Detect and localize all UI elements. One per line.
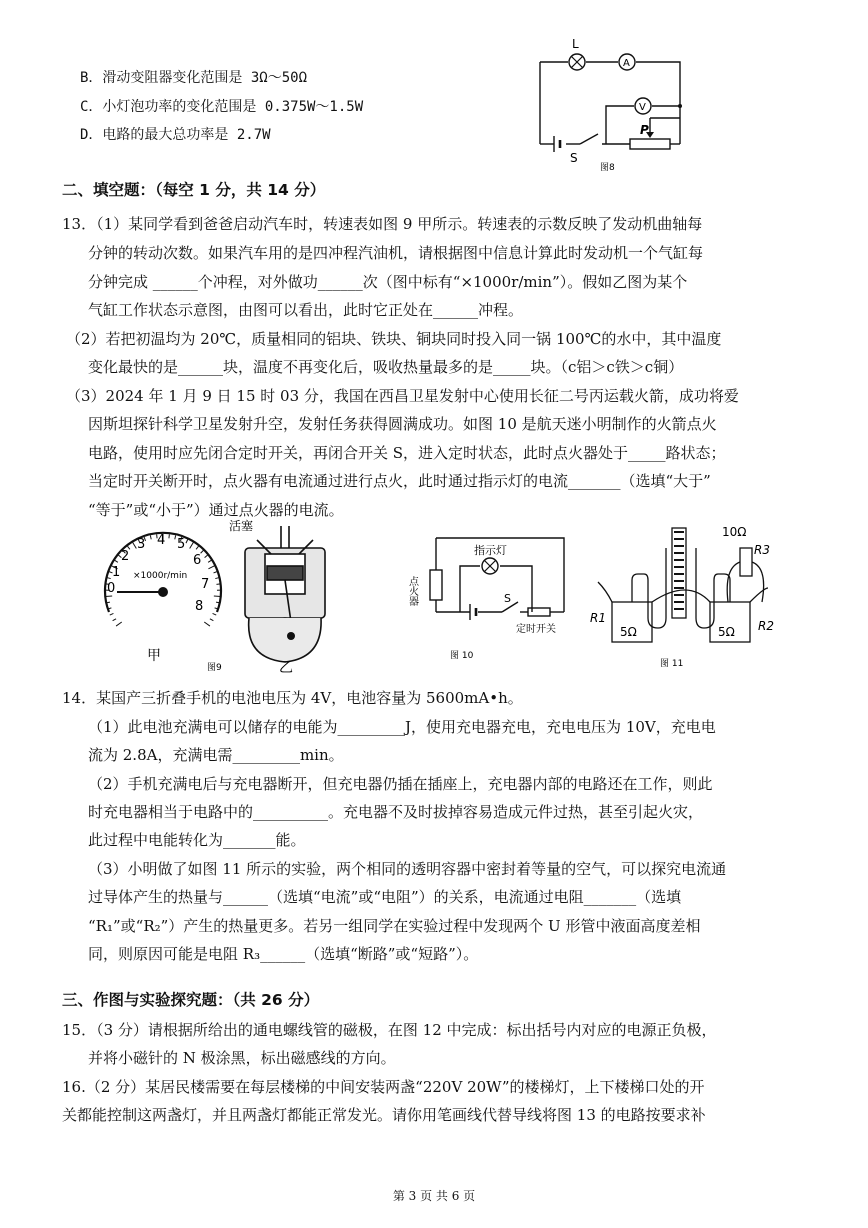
q14-line-9: “R₁”或“R₂”）产生的热量更多。若另一组同学在实验过程中发现两个 U 形管中液面高度差相 [88,917,701,935]
section-3-title: 三、作图与实验探究题：（共 26 分） [62,991,320,1009]
q14-line-1: 14．某国产三折叠手机的电池电压为 4V，电池容量为 5600mA•h。 [62,689,523,707]
gauge-tick [175,535,176,539]
gauge-tick [210,619,213,621]
gauge-tick [208,566,214,569]
tick-label-8: 8 [195,599,204,614]
q14-line-8: 过导体产生的热量与______（选填“电流”或“电阻”）的关系，电流通过电阻_______（选填 [88,888,682,906]
piston-label: 活塞 [229,519,254,533]
gauge-tick [214,596,221,597]
q15-line-2: 并将小磁针的 N 极涂黑，标出磁感线的方向。 [88,1049,396,1067]
fig10-switch-label: S [504,592,511,605]
fig9-label-yi: 乙 [279,660,293,676]
q16-line-1: 16.（2 分）某居民楼需要在每层楼梯的中间安装两盏“220V 20W”的楼梯灯，上下楼梯口处的开 [62,1078,705,1096]
gauge-tick [150,535,151,539]
option-b: B．滑动变阻器变化范围是 3Ω～50Ω [80,70,308,86]
fig8-label-l: L [572,37,579,51]
tick-label-0: 0 [107,581,116,596]
tick-label-1: 1 [112,565,121,580]
gauge-tick [214,571,218,572]
gauge-tick [115,560,118,562]
fig11-r3: R3 [754,543,770,557]
fig11-r-right: 5Ω [718,625,735,639]
fig9-caption: 图9 [207,663,222,673]
figure-11-experiment [588,518,788,678]
fig8-label-s: S [570,151,578,165]
tick-label-5: 5 [177,537,186,552]
resistor-r3 [740,548,752,576]
q14-line-5: 时充电器相当于电路中的__________。充电器不及时拔掉容易造成元件过热，甚至引起火灾， [88,803,704,821]
tick-label-6: 6 [193,553,202,568]
q14-line-6: 此过程中电能转化为_______能。 [88,831,306,849]
q13-line-5: （2）若把初温均为 20℃，质量相同的铝块、铁块、铜块同时投入同一锅 100℃的水中，其中温度 [66,330,722,348]
gauge-tick [113,619,116,621]
fig11-r-top: 10Ω [722,525,747,539]
gauge-tick [133,543,137,549]
page-footer: 第 3 页 共 6 页 [392,1189,476,1203]
q13-line-4: 气缸工作状态示意图，由图可以看出，此时它正处在______冲程。 [88,301,524,319]
q14-line-3: 流为 2.8A，充满电需_________min。 [88,746,344,764]
fig10-caption: 图 10 [450,651,474,661]
fig11-caption: 图 11 [660,659,684,669]
q14-line-4: （2）手机充满电后与充电器断开，但充电器仍插在插座上，充电器内部的电路还在工作，则此 [88,775,713,793]
option-c: C．小灯泡功率的变化范围是 0.375W～1.5W [80,99,364,115]
q13-line-1: 13．（1）某同学看到爸爸启动汽车时，转速表如图 9 甲所示。转速表的示数反映了发动机曲轴每 [62,215,703,233]
figure-9 [95,518,335,678]
figure-10-circuit [406,530,570,670]
fig9-label-jia: 甲 [147,648,161,664]
fig8-label-a: A [623,58,630,69]
tick-label-2: 2 [121,549,130,564]
q13-line-8: 因斯坦探针科学卫星发射升空，发射任务获得圆满成功。如图 10 是航天迷小明制作的火箭点火 [88,415,717,433]
fig8-label-p: P [640,123,649,137]
q15-line-1: 15．（3 分）请根据所给出的通电螺线管的磁极，在图 12 中完成：标出括号内对应的电源正负极， [62,1021,717,1039]
q14-line-2: （1）此电池充满电可以储存的电能为_________J，使用充电器充电，充电电压为 10V，充电电 [88,718,716,736]
q13-line-2: 分钟的转动次数。如果汽车用的是四冲程汽油机，请根据图中信息计算此时发动机一个气缸每 [88,244,704,262]
q14-line-10: 同，则原因可能是电阻 R₃______（选填“断路”或“短路”）。 [88,945,479,963]
q13-line-3: 分钟完成 ______个冲程，对外做功______次（图中标有“×1000r/min”）。假如乙图为某个 [88,273,688,291]
gauge-tick [213,613,217,615]
gauge-tick [190,543,194,549]
timer-switch [528,608,550,616]
q13-line-11: “等于”或“小于”）通过点火器的电流。 [88,501,344,519]
gauge-tick [208,560,211,562]
fig11-r-left: 5Ω [620,625,637,639]
gauge-tick [110,613,114,615]
tick-label-4: 4 [157,533,166,548]
tachometer-unit: ×1000r/min [133,571,188,581]
gauge-tick [105,596,112,597]
gauge-tick [204,622,210,626]
q13-line-6: 变化最快的是______块，温度不再变化后，吸收热量最多的是_____块。（c铝＞c铁＞c铜） [88,358,684,376]
tick-label-3: 3 [137,537,146,552]
fig8-label-v: V [639,102,646,113]
q16-line-2: 关都能控制这两盏灯，并且两盏灯都能正常发光。请你用笔画线代替导线将图 13 的电路按要求补 [62,1106,706,1124]
option-d: D．电路的最大总功率是 2.7W [80,127,271,143]
section-2-title: 二、填空题：（每空 1 分，共 14 分） [62,181,326,199]
gauge-tick [186,540,188,544]
gauge-tick [205,555,208,558]
figure-8-circuit [528,36,688,176]
igniter-resistor [430,570,442,600]
q14-line-7: （3）小明做了如图 11 所示的实验，两个相同的透明容器中密封着等量的空气，可以探究电流通 [88,860,727,878]
fig11-r1: R1 [590,611,606,625]
tick-label-7: 7 [201,577,210,592]
fig10-igniter-label: 点火器 [406,576,418,606]
gauge-tick [116,622,122,626]
q13-line-10: 当定时开关断开时，点火器有电流通过进行点火，此时通过指示灯的电流_______（选填“大于” [88,472,711,490]
fig10-lamp-label: 指示灯 [474,544,507,557]
q13-line-9: 电路，使用时应先闭合定时开关，再闭合开关 S，进入定时状态，此时点火器处于_____路状态； [88,444,726,462]
fig11-r2: R2 [758,619,774,633]
fig8-caption: 图8 [600,163,615,173]
q13-line-7: （3）2024 年 1 月 9 日 15 时 03 分，我国在西昌卫星发射中心使用长征二号丙运载火箭，成功将爱 [66,387,739,405]
gauge-tick [196,546,198,549]
fig10-timer-label: 定时开关 [516,624,556,635]
engine-cylinder-diagram [245,526,325,662]
gauge-tick [216,584,220,585]
